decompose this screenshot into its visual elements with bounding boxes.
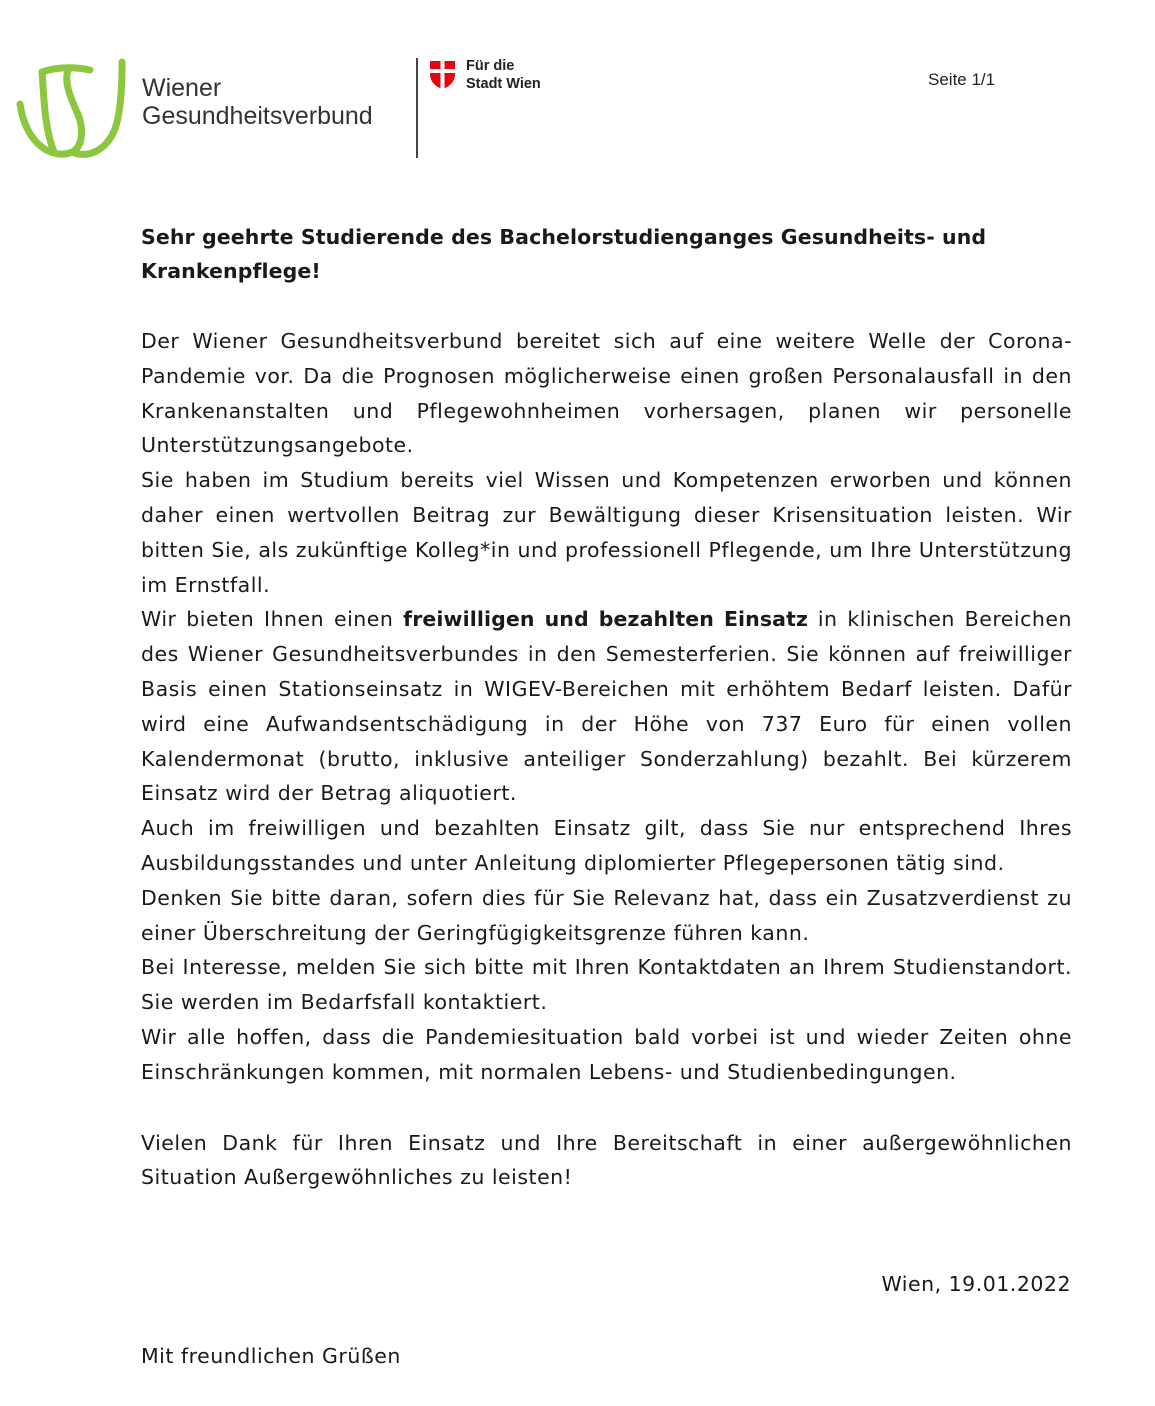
paragraph-hope: Wir alle hoffen, dass die Pandemiesituation bald vorbei ist und wieder Zeiten ohne Einschränkungen kommen, mit normalen Lebens- und Studienbedingungen. xyxy=(141,1024,1072,1084)
brand-line-1: Wiener xyxy=(142,74,222,102)
brand-line-2: Gesundheitsverbund xyxy=(142,102,373,130)
offer-text-end: in klinischen Bereichen des Wiener Gesundheitsverbundes in den Semesterferien. Sie können auf freiwilliger Basis einen Stationseinsatz in WIGEV-Bereichen mit erhöhtem Bedarf leisten. Dafür wird eine Aufwandsentschädigung in der Höhe von 737 Euro für einen vollen Kalendermonat (brutto, inklusive anteiliger Sonderzahlung) bezahlt. Bei kürzerem Einsatz wird der Betrag aliquotiert. xyxy=(141,607,1072,806)
spacer xyxy=(141,1090,1072,1126)
letter-closing: Mit freundlichen Grüßen xyxy=(141,1344,401,1368)
paragraph-contact: Bei Interesse, melden Sie sich bitte mit Ihren Kontaktdaten an Ihrem Studienstandort. Sie werden im Bedarfsfall kontaktiert. xyxy=(141,955,1072,1015)
paragraph-competence: Sie haben im Studium bereits viel Wissen und Kompetenzen erworben und können daher einen wertvollen Beitrag zur Bewältigung dieser Krisensituation leisten. Wir bitten Sie, als zukünftige Kolleg*in und professionell Pflegende, um Ihre Unterstützung im Ernstfall. xyxy=(141,468,1072,597)
salutation xyxy=(141,220,1072,288)
page-number: Seite 1/1 xyxy=(928,70,996,89)
wiener-gesundheitsverbund-logo-icon xyxy=(14,56,130,160)
stadt-wien-shield-icon xyxy=(429,60,456,90)
stadt-wien-label xyxy=(466,57,541,93)
partner-line-2: Stadt Wien xyxy=(466,76,541,92)
letter-body xyxy=(141,220,1072,1195)
partner-line-1: Für die xyxy=(466,58,515,74)
letter-date: Wien, 19.01.2022 xyxy=(881,1272,1071,1296)
paragraph-thanks: Vielen Dank für Ihren Einsatz und Ihre Bereitschaft in einer außergewöhnlichen Situation Außergewöhnliches zu leisten! xyxy=(141,1130,1072,1190)
brand-name xyxy=(142,74,373,130)
salutation-line-2: Krankenpflege! xyxy=(141,259,321,283)
header-divider xyxy=(416,58,418,158)
offer-text-start: Wir bieten Ihnen einen xyxy=(141,607,404,632)
offer-highlight: freiwilligen und bezahlten Einsatz xyxy=(403,607,809,632)
paragraph-supervision: Auch im freiwilligen und bezahlten Einsatz gilt, dass Sie nur entsprechend Ihres Ausbildungsstandes und unter Anleitung diplomierter Pflegepersonen tätig sind. xyxy=(141,816,1072,875)
paragraph-intro: Der Wiener Gesundheitsverbund bereitet sich auf eine weitere Welle der Corona-Pandemie vor. Da die Prognosen möglicherweise einen großen Personalausfall in den Krankenanstalten und Pflegewohnheimen vorhersagen, planen wir personelle Unterstützungsangebote. xyxy=(141,329,1072,458)
spacer xyxy=(141,288,1072,324)
paragraph-income-note: Denken Sie bitte daran, sofern dies für Sie Relevanz hat, dass ein Zusatzverdienst zu einer Überschreitung der Geringfügigkeitsgrenze führen kann. xyxy=(141,885,1072,945)
paragraph-offer xyxy=(141,602,1072,811)
salutation-line-1: Sehr geehrte Studierende des Bachelorstudienganges Gesundheits- und xyxy=(141,225,987,249)
